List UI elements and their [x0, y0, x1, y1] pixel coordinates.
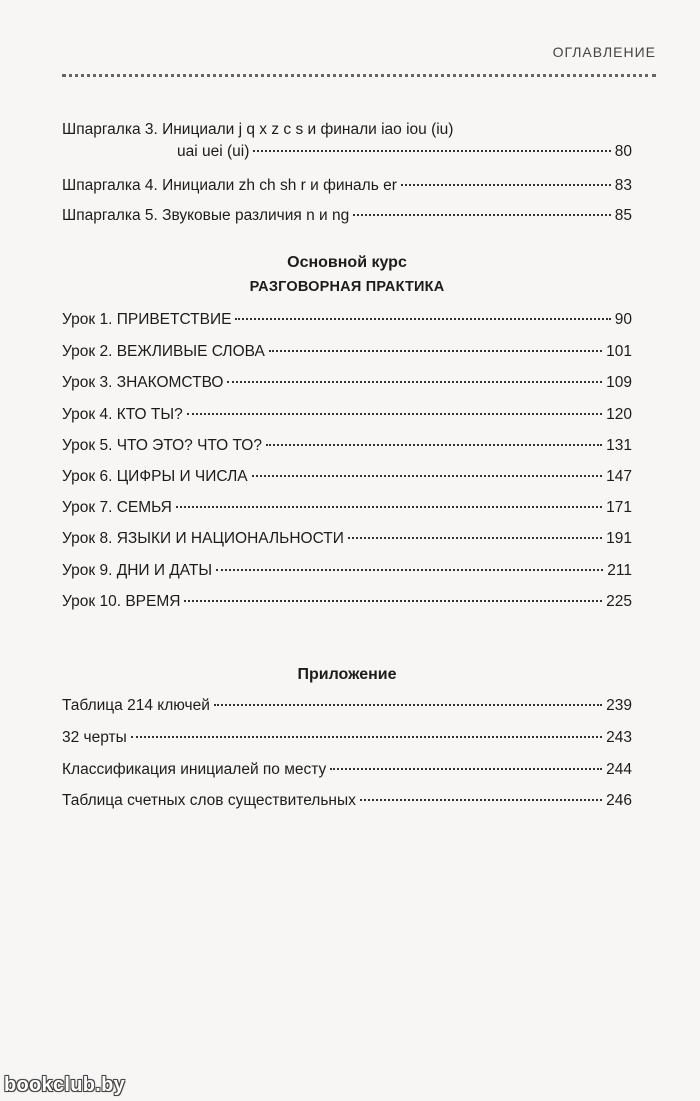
header-rule [62, 74, 656, 77]
toc-entry-label: Урок 3. ЗНАКОМСТВО [62, 374, 224, 391]
page-number: 243 [606, 729, 632, 746]
toc-entry-lesson-1[interactable] [62, 308, 632, 332]
page-number: 90 [614, 311, 632, 328]
leader-dots [330, 768, 602, 770]
toc-entry-lesson-8[interactable] [62, 527, 632, 551]
toc-entry-label: Урок 4. КТО ТЫ? [62, 406, 183, 423]
toc-entry-label: Шпаргалка 5. Звуковые различия n и ng [62, 207, 350, 224]
page-number: 109 [606, 374, 632, 391]
toc-entry-appendix-4[interactable] [62, 789, 632, 813]
toc-entry-lesson-3[interactable] [62, 371, 632, 395]
page-number: 147 [606, 468, 632, 485]
toc-entry-label-continuation: uai uei (ui) [177, 143, 250, 160]
page-number: 131 [606, 437, 632, 454]
toc-entry-label: Шпаргалка 4. Инициали zh ch sh r и финаль er [62, 177, 397, 194]
page-number: 83 [614, 177, 632, 194]
toc-entry-lesson-2[interactable] [62, 340, 632, 364]
toc-entry-appendix-1[interactable] [62, 694, 632, 718]
page-number: 120 [606, 406, 632, 423]
leader-dots [184, 600, 602, 602]
page-number: 211 [607, 562, 632, 579]
toc-entry-lesson-10[interactable] [62, 590, 632, 614]
toc-entry-label: Урок 6. ЦИФРЫ И ЧИСЛА [62, 468, 248, 485]
toc-entry-label: Классификация инициалей по месту [62, 761, 327, 778]
toc-entry-lesson-5[interactable] [62, 434, 632, 458]
toc-entry-lesson-6[interactable] [62, 465, 632, 489]
page-number: 85 [614, 207, 632, 224]
leader-dots [353, 214, 611, 216]
page-number: 191 [606, 530, 632, 547]
leader-dots [253, 150, 610, 152]
page-number: 239 [606, 697, 632, 714]
page-number: 225 [606, 593, 632, 610]
toc-entry-label: Урок 2. ВЕЖЛИВЫЕ СЛОВА [62, 343, 265, 360]
toc-entry-cheatsheet-5[interactable] [62, 204, 632, 228]
leader-dots [131, 736, 602, 738]
toc-entry-label: Урок 10. ВРЕМЯ [62, 593, 181, 610]
running-head: ОГЛАВЛЕНИЕ [552, 44, 656, 60]
leader-dots [214, 704, 602, 706]
page-number: 80 [614, 143, 632, 160]
toc-entry-label: Урок 9. ДНИ И ДАТЫ [62, 562, 213, 579]
toc-entry-label: Урок 7. СЕМЬЯ [62, 499, 172, 516]
toc-entry-label: Таблица 214 ключей [62, 697, 210, 714]
leader-dots [401, 184, 611, 186]
leader-dots [176, 506, 602, 508]
leader-dots [266, 444, 602, 446]
toc-entry-lesson-4[interactable] [62, 403, 632, 427]
toc-entry-label: Урок 5. ЧТО ЭТО? ЧТО ТО? [62, 437, 262, 454]
page-number: 101 [606, 343, 632, 360]
section-title-main-course: Основной курс [287, 254, 407, 271]
leader-dots [227, 381, 602, 383]
toc-entry-cheatsheet-3[interactable] [62, 118, 632, 142]
leader-dots [216, 569, 603, 571]
toc-entry-label: Таблица счетных слов существительных [62, 792, 356, 809]
toc-entry-appendix-3[interactable] [62, 758, 632, 782]
toc-entry-lesson-9[interactable] [62, 559, 632, 583]
toc-entry-lesson-7[interactable] [62, 496, 632, 520]
toc-entry-label: Урок 1. ПРИВЕТСТВИЕ [62, 311, 232, 328]
toc-entry-cheatsheet-3-continuation[interactable] [62, 140, 632, 164]
toc-entry-cheatsheet-4[interactable] [62, 174, 632, 198]
toc-entry-label: Шпаргалка 3. Инициали j q x z c s и финали iao iou (iu) [62, 121, 454, 138]
page-number: 246 [606, 792, 632, 809]
toc-entry-label: Урок 8. ЯЗЫКИ И НАЦИОНАЛЬНОСТИ [62, 530, 344, 547]
leader-dots [235, 318, 610, 320]
section-subtitle-conversation: РАЗГОВОРНАЯ ПРАКТИКА [249, 279, 445, 295]
toc-entry-label: 32 черты [62, 729, 127, 746]
leader-dots [187, 413, 602, 415]
leader-dots [360, 799, 602, 801]
section-title-appendix: Приложение [297, 666, 397, 683]
leader-dots [348, 537, 602, 539]
page-number: 244 [606, 761, 632, 778]
site-watermark: bookclub.by [4, 1074, 126, 1096]
leader-dots [269, 350, 602, 352]
leader-dots [252, 475, 603, 477]
toc-entry-appendix-2[interactable] [62, 726, 632, 750]
page-number: 171 [606, 499, 632, 516]
